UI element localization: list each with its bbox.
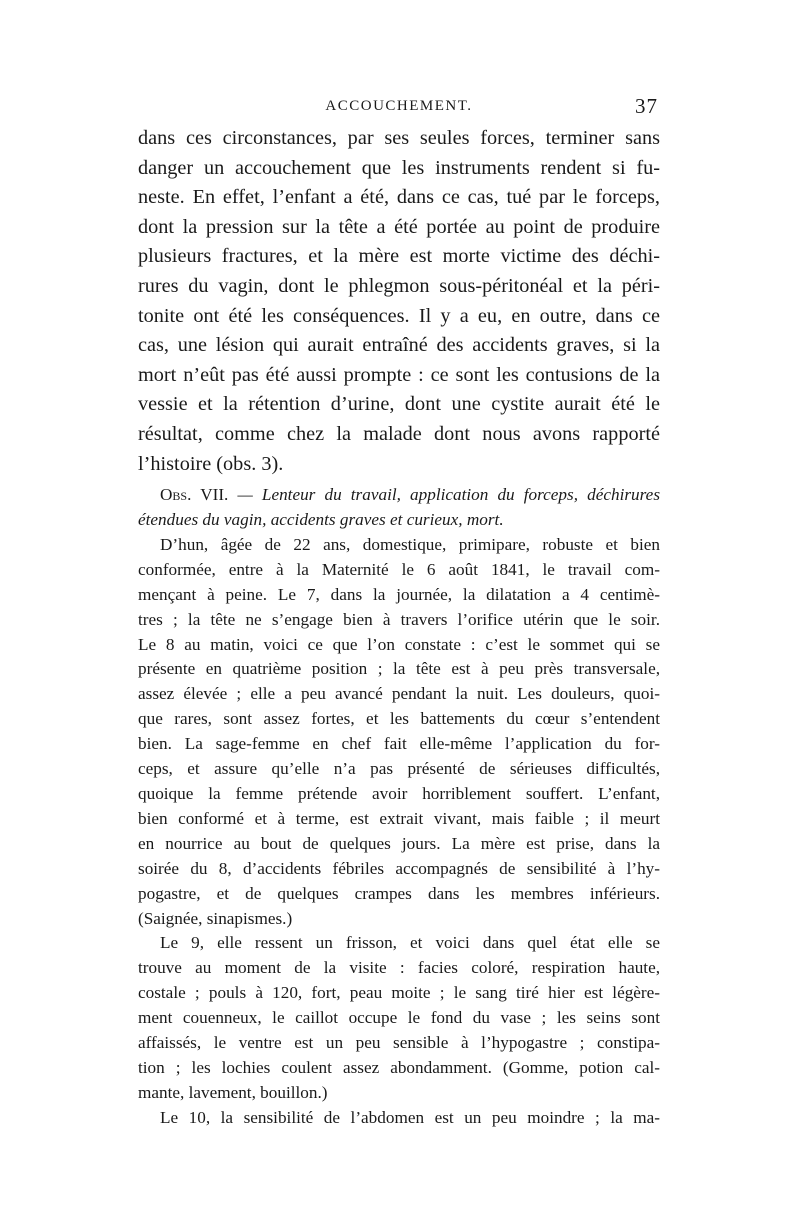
book-page: [138, 94, 660, 1131]
text-line: tonite ont été les conséquences. Il y a eu, en outre, dans ce: [138, 304, 660, 327]
text-line: trouve au moment de la visite : facies coloré, respiration haute,: [138, 958, 660, 978]
text-line: D’hun, âgée de 22 ans, domestique, primipare, robuste et bien: [160, 534, 660, 554]
text-line: ment couenneux, le caillot occupe le fond du vase ; les seins sont: [138, 1008, 660, 1028]
text-line: cas, une lésion qui aurait entraîné des accidents graves, si la: [138, 334, 660, 357]
text-line: affaissés, le ventre est un peu sensible à l’hypogastre ; constipa-: [138, 1033, 660, 1053]
text-line: mante, lavement, bouillon.): [138, 1082, 328, 1102]
text-line: tres ; la tête ne s’engage bien à travers l’orifice utérin que le soir.: [138, 609, 660, 629]
observation-heading: [138, 483, 660, 533]
text-line: plusieurs fractures, et la mère est morte victime des déchi-: [138, 245, 660, 268]
observation-title-line: [138, 483, 660, 508]
text-line: dont la pression sur la tête a été portée au point de produire: [138, 215, 660, 238]
text-line: (Saignée, sinapismes.): [138, 908, 293, 928]
running-title: ACCOUCHEMENT.: [325, 98, 473, 114]
observation-title-line-2: étendues du vagin, accidents graves et curieux, mort.: [138, 510, 504, 530]
text-line: Le 9, elle ressent un frisson, et voici dans quel état elle se: [160, 933, 660, 953]
page-number: 37: [635, 94, 658, 118]
text-line: en nourrice au bout de quelques jours. La mère est prise, dans la: [138, 833, 660, 853]
running-head: [138, 94, 660, 124]
text-line: dans ces circonstances, par ses seules forces, terminer sans: [138, 127, 660, 149]
text-line: que rares, sont assez fortes, et les battements du cœur s’entendent: [138, 709, 660, 729]
text-line: conformée, entre à la Maternité le 6 août 1841, le travail com-: [138, 559, 660, 579]
text-line: ceps, et assure qu’elle n’a pas présenté de sérieuses difficultés,: [138, 759, 660, 779]
observation-body: [138, 533, 660, 1131]
paragraph-continuation: [138, 124, 660, 479]
text-line: pogastre, et de quelques crampes dans les membres inférieurs.: [138, 883, 660, 903]
text-line: bien conformé et à terme, est extrait vivant, mais faible ; il meurt: [138, 808, 660, 828]
text-line: mençant à peine. Le 7, dans la journée, la dilatation a 4 centimè-: [138, 584, 660, 604]
text-line: vessie et la rétention d’urine, dont une cystite aurait été le: [138, 393, 660, 416]
text-line: costale ; pouls à 120, fort, peau moite ; le sang tiré hier est légère-: [138, 983, 660, 1003]
text-line: rures du vagin, dont le phlegmon sous-péritonéal et la péri-: [138, 274, 660, 297]
text-line: l’histoire (obs. 3).: [138, 452, 284, 475]
text-line: tion ; les lochies coulent assez abondamment. (Gomme, potion cal-: [138, 1057, 660, 1077]
text-line: neste. En effet, l’enfant a été, dans ce cas, tué par le forceps,: [138, 186, 660, 209]
text-line: danger un accouchement que les instruments rendent si fu-: [138, 156, 660, 179]
text-line: mort n’eût pas été aussi prompte : ce sont les contusions de la: [138, 363, 660, 386]
text-line: quoique la femme prétende avoir horriblement souffert. L’enfant,: [138, 784, 660, 803]
text-line: assez élevée ; elle a peu avancé pendant la nuit. Les douleurs, quoi-: [138, 684, 660, 704]
text-line: Le 8 au matin, voici ce que l’on constate : c’est le sommet qui se: [138, 634, 660, 654]
text-line: soirée du 8, d’accidents fébriles accompagnés de sensibilité à l’hy-: [138, 858, 660, 878]
text-line: Le 10, la sensibilité de l’abdomen est un peu moindre ; la ma-: [160, 1107, 660, 1127]
text-line: résultat, comme chez la malade dont nous avons rapporté: [138, 422, 660, 445]
observation-label: Obs. VII.: [160, 485, 229, 505]
observation-title-1: — Lenteur du travail, application du forceps, déchirures: [228, 485, 661, 505]
text-line: présente en quatrième position ; la tête est à peu près transversale,: [138, 659, 660, 679]
text-line: bien. La sage-femme en chef fait elle-même l’application du for-: [138, 734, 660, 754]
